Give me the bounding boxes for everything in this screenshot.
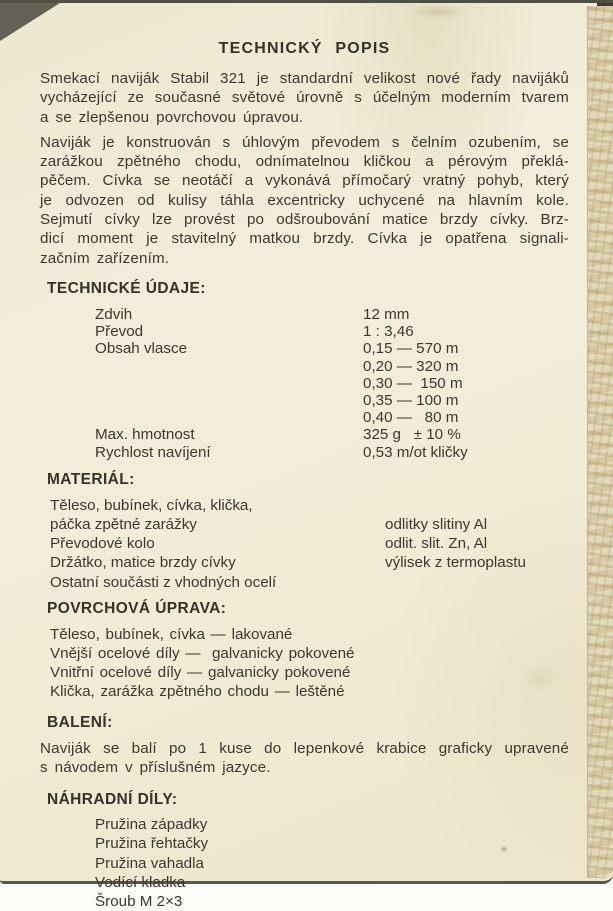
section-heading-surface-finish: POVRCHOVÁ ÚPRAVA: [47, 599, 227, 617]
construction-paragraph [40, 133, 569, 268]
scan-corner-shadow [0, 3, 60, 41]
spec-label: Zdvih [95, 305, 133, 323]
section-heading-packaging: BALENÍ: [47, 713, 113, 731]
spec-row [40, 426, 569, 443]
spec-value: 0,20 — 320 m [363, 357, 459, 375]
intro-paragraph [40, 69, 569, 127]
finish-line: Vnitřní ocelové díly — galvanicky pokovené [50, 664, 351, 682]
spec-row [40, 392, 569, 409]
paper-curled-edge [587, 6, 613, 878]
document-title: TECHNICKÝ POPIS [218, 40, 391, 57]
finish-line: Klička, zarážka zpětného chodu — leštěné [50, 683, 345, 701]
paragraph-line: je odvozen od kulisy táhla excentricky uchycené na hlavním kole. [40, 191, 569, 209]
material-value: odlit. slit. Zn, Al [385, 535, 488, 553]
spec-value: 0,35 — 100 m [363, 391, 459, 409]
paragraph-line: vycházející ze současné světové úrovně s účelným moderním tvarem [40, 89, 569, 107]
spec-value: 0,40 — 80 m [363, 409, 459, 427]
paragraph-line: Sejmutí cívky lze provést po odšroubování matice brzdy cívky. Brz- [40, 211, 569, 229]
spec-row [40, 323, 569, 340]
section-heading-spare-parts: NÁHRADNÍ DÍLY: [47, 791, 178, 809]
document-content [40, 40, 569, 911]
spec-label [95, 392, 363, 409]
paragraph-line: zarážkou zpětného chodu, odnímatelnou kličkou a pérovým překlá- [40, 153, 569, 171]
spare-part-item: Pružina západky [95, 816, 208, 834]
paragraph-line: začním zařízením. [40, 249, 170, 267]
spec-value: 325 g ± 10 % [363, 426, 461, 444]
spec-value: 0,15 — 570 m [363, 340, 459, 358]
material-value: odlitky slitiny Al [385, 516, 488, 533]
spare-part-item: Pružina vahadla [95, 854, 204, 872]
specs-table [40, 306, 569, 461]
spec-label: Převod [95, 323, 144, 341]
material-row [40, 515, 569, 534]
spec-label [95, 358, 363, 375]
spare-parts-list [40, 815, 569, 911]
section-heading-technical-data: TECHNICKÉ ÚDAJE: [47, 279, 206, 297]
spec-value: 1 : 3,46 [363, 323, 414, 341]
spare-part-item: Pružina řehtačky [95, 835, 209, 853]
paper-stain [408, 5, 468, 19]
spec-row [40, 444, 569, 461]
spec-label: Rychlost navíjení [95, 443, 211, 461]
spec-value: 0,30 — 150 m [363, 374, 463, 392]
spec-value: 0,53 m/ot kličky [363, 443, 468, 461]
spec-label [95, 375, 363, 392]
finish-line: Těleso, bubínek, cívka — lakované [50, 625, 293, 643]
spare-part-item: Šroub M 2×3 [95, 893, 183, 911]
material-label: Těleso, bubínek, cívka, klička, [50, 496, 253, 514]
spec-row [40, 306, 569, 323]
material-row [40, 534, 569, 553]
spec-label: Obsah vlasce [95, 340, 188, 358]
packaging-paragraph [40, 739, 569, 778]
material-table [40, 496, 569, 592]
spec-row [40, 409, 569, 426]
material-label: Držátko, matice brzdy cívky [50, 554, 236, 572]
spare-part-item: Vodící kladka [95, 873, 186, 891]
paragraph-line: Smekací naviják Stabil 321 je standardní velikost nové řady navijáků [40, 70, 569, 87]
material-label: Ostatní součásti z vhodných ocelí [50, 573, 277, 591]
paragraph-line: s návodem v příslušném jazyce. [40, 758, 271, 776]
material-row [40, 553, 569, 572]
section-heading-material: MATERIÁL: [47, 470, 135, 488]
material-row [40, 496, 569, 515]
finish-list [40, 625, 569, 702]
paragraph-line: dicí moment je stavitelný matkou brzdy. Cívka je opatřena signali- [40, 230, 569, 248]
spec-label: Max. hmotnost [95, 426, 195, 444]
paragraph-line: pěčem. Cívka se neotáčí a vykonává přímočarý vratný pohyb, který [40, 172, 569, 190]
finish-line: Vnější ocelové díly — galvanicky pokovené [50, 645, 355, 663]
material-label: páčka zpětné zarážky [50, 516, 197, 533]
paragraph-line: Naviják se balí po 1 kuse do lepenkové krabice graficky upravené [40, 739, 569, 757]
material-label: Převodové kolo [50, 535, 155, 553]
paragraph-line: Naviják je konstruován s úhlovým převodem s čelním ozubením, se [40, 133, 569, 151]
spec-label [95, 409, 363, 426]
paragraph-line: a se zlepšenou povrchovou úpravou. [40, 108, 304, 126]
material-value: výlisek z termoplastu [385, 554, 526, 572]
spec-value: 12 mm [363, 305, 410, 323]
material-row [40, 573, 569, 592]
spec-row [40, 375, 569, 392]
spec-row [40, 340, 569, 357]
spec-row [40, 358, 569, 375]
